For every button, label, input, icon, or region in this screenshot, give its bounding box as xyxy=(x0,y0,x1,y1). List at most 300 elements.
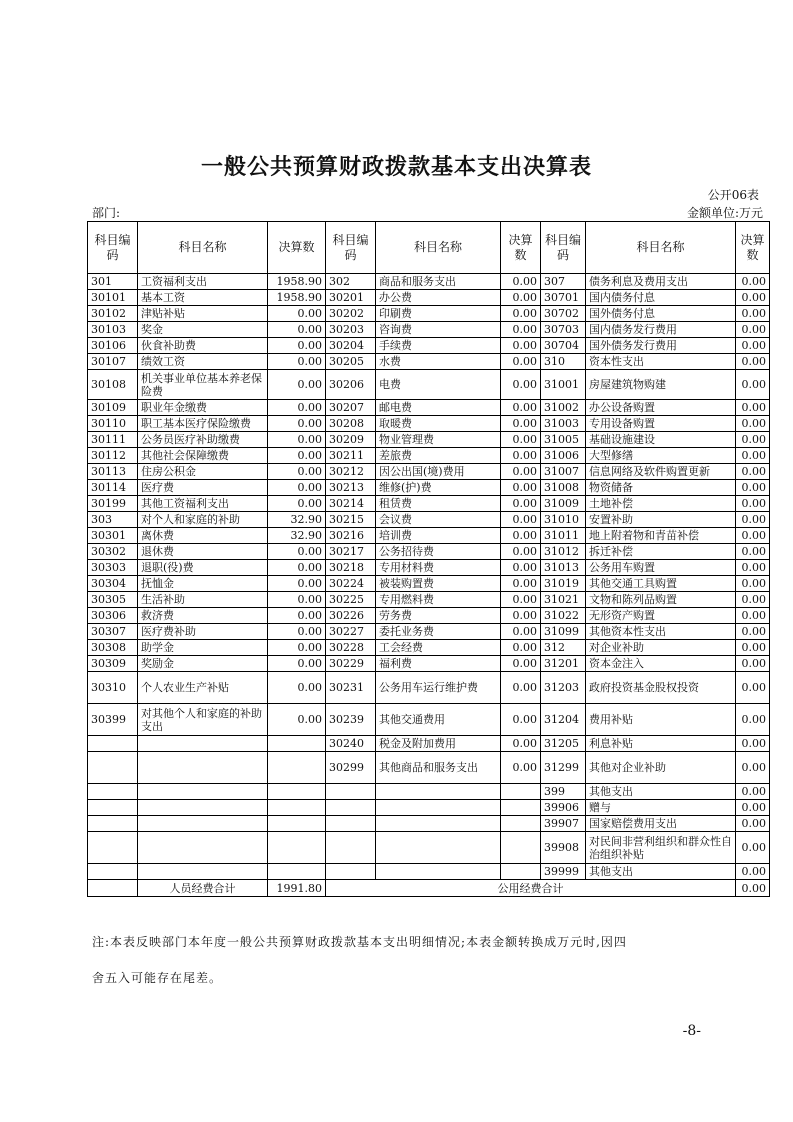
subject-code: 30310 xyxy=(88,672,138,704)
subject-code: 30205 xyxy=(326,354,376,370)
subject-name: 费用补贴 xyxy=(586,704,736,736)
subject-code: 30240 xyxy=(326,736,376,752)
final-amount: 0.00 xyxy=(501,608,541,624)
subject-name: 国外债务付息 xyxy=(586,306,736,322)
subject-code: 39999 xyxy=(541,864,586,880)
final-amount: 0.00 xyxy=(501,338,541,354)
final-amount: 0.00 xyxy=(268,656,326,672)
subject-name: 资本性支出 xyxy=(586,354,736,370)
subject-code: 30103 xyxy=(88,322,138,338)
subject-code: 30701 xyxy=(541,290,586,306)
final-amount: 0.00 xyxy=(501,512,541,528)
final-amount xyxy=(501,816,541,832)
subject-name: 基础设施建设 xyxy=(586,432,736,448)
subject-name: 公务招待费 xyxy=(376,544,501,560)
final-amount xyxy=(501,864,541,880)
subject-code xyxy=(88,800,138,816)
subject-name xyxy=(138,864,268,880)
final-amount: 0.00 xyxy=(736,560,770,576)
final-amount: 0.00 xyxy=(736,274,770,290)
final-amount: 0.00 xyxy=(268,416,326,432)
final-amount: 0.00 xyxy=(736,432,770,448)
subject-code: 30225 xyxy=(326,592,376,608)
subject-code: 30227 xyxy=(326,624,376,640)
subject-code: 30114 xyxy=(88,480,138,496)
final-amount: 0.00 xyxy=(501,322,541,338)
table-row xyxy=(88,306,770,322)
subject-name xyxy=(138,752,268,784)
final-amount: 0.00 xyxy=(268,354,326,370)
final-amount: 0.00 xyxy=(736,480,770,496)
subject-name: 因公出国(境)费用 xyxy=(376,464,501,480)
final-amount: 0.00 xyxy=(736,306,770,322)
subject-name: 其他交通工具购置 xyxy=(586,576,736,592)
final-amount: 0.00 xyxy=(736,528,770,544)
final-amount: 0.00 xyxy=(736,736,770,752)
subject-name: 救济费 xyxy=(138,608,268,624)
final-amount xyxy=(268,816,326,832)
subject-code: 302 xyxy=(326,274,376,290)
final-amount: 0.00 xyxy=(268,370,326,400)
subject-code xyxy=(88,816,138,832)
subject-code: 31203 xyxy=(541,672,586,704)
final-amount: 0.00 xyxy=(501,496,541,512)
subject-name xyxy=(138,800,268,816)
subject-name: 职工基本医疗保险缴费 xyxy=(138,416,268,432)
final-amount: 0.00 xyxy=(501,592,541,608)
subject-name: 利息补贴 xyxy=(586,736,736,752)
final-amount: 1958.90 xyxy=(268,290,326,306)
subject-name xyxy=(138,736,268,752)
subject-name: 对民间非营利组织和群众性自治组织补贴 xyxy=(586,832,736,864)
personnel-total-label: 人员经费合计 xyxy=(138,880,268,897)
final-amount: 0.00 xyxy=(501,576,541,592)
subject-code: 31013 xyxy=(541,560,586,576)
final-amount: 0.00 xyxy=(501,400,541,416)
final-amount: 0.00 xyxy=(736,816,770,832)
subject-name: 国内债务发行费用 xyxy=(586,322,736,338)
final-amount xyxy=(268,736,326,752)
final-amount: 0.00 xyxy=(736,592,770,608)
subject-code: 30108 xyxy=(88,370,138,400)
final-amount: 0.00 xyxy=(501,736,541,752)
subject-name: 其他社会保障缴费 xyxy=(138,448,268,464)
subject-name: 房屋建筑物购建 xyxy=(586,370,736,400)
final-amount: 0.00 xyxy=(501,432,541,448)
final-amount: 0.00 xyxy=(501,752,541,784)
final-amount: 0.00 xyxy=(501,560,541,576)
subject-code: 30203 xyxy=(326,322,376,338)
subject-code: 31008 xyxy=(541,480,586,496)
subject-code: 30302 xyxy=(88,544,138,560)
subject-code: 30704 xyxy=(541,338,586,354)
subject-code: 39908 xyxy=(541,832,586,864)
final-amount: 0.00 xyxy=(736,576,770,592)
subject-code xyxy=(88,736,138,752)
subject-name: 商品和服务支出 xyxy=(376,274,501,290)
subject-name: 助学金 xyxy=(138,640,268,656)
subject-code: 31006 xyxy=(541,448,586,464)
totals-row xyxy=(88,880,770,897)
subject-code xyxy=(326,864,376,880)
subject-code: 31204 xyxy=(541,704,586,736)
subject-name: 差旅费 xyxy=(376,448,501,464)
final-amount: 0.00 xyxy=(736,290,770,306)
final-amount: 0.00 xyxy=(501,416,541,432)
subject-name: 其他工资福利支出 xyxy=(138,496,268,512)
final-amount: 0.00 xyxy=(268,640,326,656)
subject-code: 30208 xyxy=(326,416,376,432)
subject-code: 31005 xyxy=(541,432,586,448)
subject-name: 公务用车购置 xyxy=(586,560,736,576)
personnel-total-value: 1991.80 xyxy=(268,880,326,897)
subject-code: 30224 xyxy=(326,576,376,592)
table-row xyxy=(88,816,770,832)
final-amount: 0.00 xyxy=(501,290,541,306)
final-amount: 0.00 xyxy=(501,274,541,290)
subject-code: 30399 xyxy=(88,704,138,736)
subject-code: 30239 xyxy=(326,704,376,736)
subject-code: 30703 xyxy=(541,322,586,338)
final-amount: 0.00 xyxy=(501,528,541,544)
subject-code: 30101 xyxy=(88,290,138,306)
subject-code: 30113 xyxy=(88,464,138,480)
header-code: 科目编码 xyxy=(88,222,138,274)
subject-code: 31011 xyxy=(541,528,586,544)
table-row xyxy=(88,752,770,784)
subject-code: 310 xyxy=(541,354,586,370)
final-amount: 0.00 xyxy=(268,448,326,464)
header-code: 科目编码 xyxy=(541,222,586,274)
table-row xyxy=(88,290,770,306)
subject-name: 医疗费补助 xyxy=(138,624,268,640)
subject-code xyxy=(326,816,376,832)
subject-name: 公务员医疗补助缴费 xyxy=(138,432,268,448)
subject-name: 公务用车运行维护费 xyxy=(376,672,501,704)
subject-name: 对企业补助 xyxy=(586,640,736,656)
header-amount: 决算数 xyxy=(268,222,326,274)
table-row xyxy=(88,736,770,752)
subject-name: 拆迁补偿 xyxy=(586,544,736,560)
subject-name: 奖励金 xyxy=(138,656,268,672)
subject-name: 办公设备购置 xyxy=(586,400,736,416)
table-row xyxy=(88,784,770,800)
final-amount: 0.00 xyxy=(736,322,770,338)
subject-name: 其他支出 xyxy=(586,864,736,880)
table-row xyxy=(88,672,770,704)
subject-code: 30102 xyxy=(88,306,138,322)
final-amount: 0.00 xyxy=(268,544,326,560)
final-amount xyxy=(268,800,326,816)
final-amount: 0.00 xyxy=(268,576,326,592)
subject-name xyxy=(376,864,501,880)
table-row xyxy=(88,480,770,496)
final-amount xyxy=(501,800,541,816)
table-row xyxy=(88,354,770,370)
subject-name: 水费 xyxy=(376,354,501,370)
subject-code xyxy=(88,832,138,864)
final-amount: 0.00 xyxy=(736,624,770,640)
final-amount: 0.00 xyxy=(736,338,770,354)
subject-code: 31205 xyxy=(541,736,586,752)
table-row xyxy=(88,432,770,448)
subject-name: 委托业务费 xyxy=(376,624,501,640)
subject-code: 31299 xyxy=(541,752,586,784)
subject-name xyxy=(376,800,501,816)
final-amount: 0.00 xyxy=(501,464,541,480)
department-label: 部门: xyxy=(92,206,121,220)
table-row xyxy=(88,624,770,640)
final-amount: 0.00 xyxy=(268,400,326,416)
final-amount: 0.00 xyxy=(736,354,770,370)
subject-name: 无形资产购置 xyxy=(586,608,736,624)
subject-code: 30304 xyxy=(88,576,138,592)
subject-code: 31022 xyxy=(541,608,586,624)
final-amount: 0.00 xyxy=(268,672,326,704)
subject-code: 30303 xyxy=(88,560,138,576)
subject-name: 培训费 xyxy=(376,528,501,544)
subject-code: 30211 xyxy=(326,448,376,464)
subject-name: 国外债务发行费用 xyxy=(586,338,736,354)
subject-name: 工资福利支出 xyxy=(138,274,268,290)
subject-code: 30204 xyxy=(326,338,376,354)
subject-name: 其他对企业补助 xyxy=(586,752,736,784)
final-amount: 0.00 xyxy=(268,306,326,322)
final-amount xyxy=(501,832,541,864)
subject-name: 住房公积金 xyxy=(138,464,268,480)
final-amount: 0.00 xyxy=(268,464,326,480)
final-amount: 0.00 xyxy=(736,464,770,480)
table-row xyxy=(88,560,770,576)
subject-name: 个人农业生产补贴 xyxy=(138,672,268,704)
subject-code: 30307 xyxy=(88,624,138,640)
table-row xyxy=(88,370,770,400)
subject-name: 国内债务付息 xyxy=(586,290,736,306)
subject-code: 301 xyxy=(88,274,138,290)
subject-name: 绩效工资 xyxy=(138,354,268,370)
public-total-label: 公用经费合计 xyxy=(326,880,736,897)
subject-name: 奖金 xyxy=(138,322,268,338)
subject-name: 专用燃料费 xyxy=(376,592,501,608)
subject-name: 职业年金缴费 xyxy=(138,400,268,416)
subject-name: 对个人和家庭的补助 xyxy=(138,512,268,528)
final-amount: 0.00 xyxy=(736,512,770,528)
header-name: 科目名称 xyxy=(586,222,736,274)
subject-name: 维修(护)费 xyxy=(376,480,501,496)
final-amount: 0.00 xyxy=(268,608,326,624)
table-row xyxy=(88,528,770,544)
subject-code: 30207 xyxy=(326,400,376,416)
final-amount: 0.00 xyxy=(501,354,541,370)
subject-name: 印刷费 xyxy=(376,306,501,322)
final-amount: 1958.90 xyxy=(268,274,326,290)
final-amount: 0.00 xyxy=(268,624,326,640)
table-row xyxy=(88,608,770,624)
subject-code: 30309 xyxy=(88,656,138,672)
subject-name: 福利费 xyxy=(376,656,501,672)
subject-name: 咨询费 xyxy=(376,322,501,338)
final-amount: 0.00 xyxy=(501,704,541,736)
subject-code: 30214 xyxy=(326,496,376,512)
subject-code: 30202 xyxy=(326,306,376,322)
table-row xyxy=(88,576,770,592)
final-amount: 0.00 xyxy=(268,338,326,354)
subject-code: 31010 xyxy=(541,512,586,528)
final-amount: 0.00 xyxy=(501,448,541,464)
subject-code: 30216 xyxy=(326,528,376,544)
table-row xyxy=(88,464,770,480)
final-amount: 0.00 xyxy=(736,864,770,880)
subject-name: 对其他个人和家庭的补助支出 xyxy=(138,704,268,736)
subject-name: 安置补助 xyxy=(586,512,736,528)
final-amount: 0.00 xyxy=(501,640,541,656)
table-row xyxy=(88,832,770,864)
subject-code: 31009 xyxy=(541,496,586,512)
subject-code: 39907 xyxy=(541,816,586,832)
subject-code: 30305 xyxy=(88,592,138,608)
table-row xyxy=(88,640,770,656)
subject-code: 307 xyxy=(541,274,586,290)
final-amount: 0.00 xyxy=(268,496,326,512)
final-amount: 0.00 xyxy=(501,656,541,672)
subject-name: 专用设备购置 xyxy=(586,416,736,432)
subject-code: 31021 xyxy=(541,592,586,608)
final-amount: 0.00 xyxy=(736,640,770,656)
final-amount: 0.00 xyxy=(268,704,326,736)
final-amount: 0.00 xyxy=(736,656,770,672)
final-amount: 0.00 xyxy=(736,370,770,400)
header-row xyxy=(88,222,770,274)
subject-name: 资本金注入 xyxy=(586,656,736,672)
subject-code: 30209 xyxy=(326,432,376,448)
footnote-line-1: 注:本表反映部门本年度一般公共预算财政拨款基本支出明细情况;本表金额转换成万元时,因四 xyxy=(92,935,627,949)
subject-code: 30299 xyxy=(326,752,376,784)
subject-name: 其他商品和服务支出 xyxy=(376,752,501,784)
table-row xyxy=(88,338,770,354)
subject-name: 伙食补助费 xyxy=(138,338,268,354)
page-number: -8- xyxy=(682,1023,701,1039)
subject-code: 30306 xyxy=(88,608,138,624)
final-amount: 0.00 xyxy=(736,672,770,704)
table-row xyxy=(88,512,770,528)
final-amount: 0.00 xyxy=(501,480,541,496)
subject-name: 被装购置费 xyxy=(376,576,501,592)
table-row xyxy=(88,656,770,672)
subject-name: 生活补助 xyxy=(138,592,268,608)
subject-name: 离休费 xyxy=(138,528,268,544)
table-row xyxy=(88,592,770,608)
final-amount: 32.90 xyxy=(268,528,326,544)
final-amount xyxy=(268,832,326,864)
final-amount: 0.00 xyxy=(736,608,770,624)
subject-code: 30217 xyxy=(326,544,376,560)
subject-code: 30110 xyxy=(88,416,138,432)
subject-code: 31201 xyxy=(541,656,586,672)
subject-code: 30215 xyxy=(326,512,376,528)
subject-name: 邮电费 xyxy=(376,400,501,416)
subject-name: 基本工资 xyxy=(138,290,268,306)
final-amount: 0.00 xyxy=(501,672,541,704)
header-amount: 决算数 xyxy=(736,222,770,274)
subject-name xyxy=(138,832,268,864)
footnote-line-2: 舍五入可能存在尾差。 xyxy=(92,971,223,985)
subject-code: 30226 xyxy=(326,608,376,624)
final-amount xyxy=(268,784,326,800)
table-row xyxy=(88,864,770,880)
subject-code: 30231 xyxy=(326,672,376,704)
final-amount: 0.00 xyxy=(736,416,770,432)
subject-name: 国家赔偿费用支出 xyxy=(586,816,736,832)
subject-code: 312 xyxy=(541,640,586,656)
table-row xyxy=(88,704,770,736)
final-amount: 0.00 xyxy=(501,306,541,322)
subject-code: 30213 xyxy=(326,480,376,496)
subject-code: 30218 xyxy=(326,560,376,576)
final-amount xyxy=(268,752,326,784)
form-number: 公开06表 xyxy=(707,188,759,202)
final-amount: 0.00 xyxy=(736,784,770,800)
subject-code: 30229 xyxy=(326,656,376,672)
final-amount xyxy=(501,784,541,800)
subject-name: 税金及附加费用 xyxy=(376,736,501,752)
subject-name: 债务利息及费用支出 xyxy=(586,274,736,290)
subject-name: 其他支出 xyxy=(586,784,736,800)
page-title: 一般公共预算财政拨款基本支出决算表 xyxy=(200,155,592,180)
subject-name: 信息网络及软件购置更新 xyxy=(586,464,736,480)
final-amount: 0.00 xyxy=(501,624,541,640)
final-amount: 32.90 xyxy=(268,512,326,528)
final-amount: 0.00 xyxy=(501,370,541,400)
subject-name xyxy=(376,832,501,864)
subject-name: 租赁费 xyxy=(376,496,501,512)
subject-name: 津贴补贴 xyxy=(138,306,268,322)
subject-code: 30228 xyxy=(326,640,376,656)
subject-code: 31019 xyxy=(541,576,586,592)
final-amount: 0.00 xyxy=(736,544,770,560)
subject-code: 31012 xyxy=(541,544,586,560)
subject-name xyxy=(376,784,501,800)
subject-code xyxy=(326,784,376,800)
subject-name: 会议费 xyxy=(376,512,501,528)
table-row xyxy=(88,448,770,464)
subject-name: 工会经费 xyxy=(376,640,501,656)
subject-code: 30199 xyxy=(88,496,138,512)
final-amount: 0.00 xyxy=(268,432,326,448)
table-row xyxy=(88,416,770,432)
final-amount: 0.00 xyxy=(736,400,770,416)
subject-name: 劳务费 xyxy=(376,608,501,624)
subject-code: 30301 xyxy=(88,528,138,544)
subject-name xyxy=(376,816,501,832)
table-row xyxy=(88,274,770,290)
final-amount: 0.00 xyxy=(736,752,770,784)
final-amount: 0.00 xyxy=(268,480,326,496)
subject-name: 取暖费 xyxy=(376,416,501,432)
subject-code: 30201 xyxy=(326,290,376,306)
unit-label: 金额单位:万元 xyxy=(686,206,763,220)
final-amount: 0.00 xyxy=(736,832,770,864)
subject-code: 399 xyxy=(541,784,586,800)
subject-code xyxy=(88,864,138,880)
subject-name: 退休费 xyxy=(138,544,268,560)
subject-name: 退职(役)费 xyxy=(138,560,268,576)
final-amount: 0.00 xyxy=(268,560,326,576)
subject-code: 31099 xyxy=(541,624,586,640)
subject-code xyxy=(88,784,138,800)
public-total-value: 0.00 xyxy=(736,880,770,897)
header-amount: 决算数 xyxy=(501,222,541,274)
subject-name: 办公费 xyxy=(376,290,501,306)
